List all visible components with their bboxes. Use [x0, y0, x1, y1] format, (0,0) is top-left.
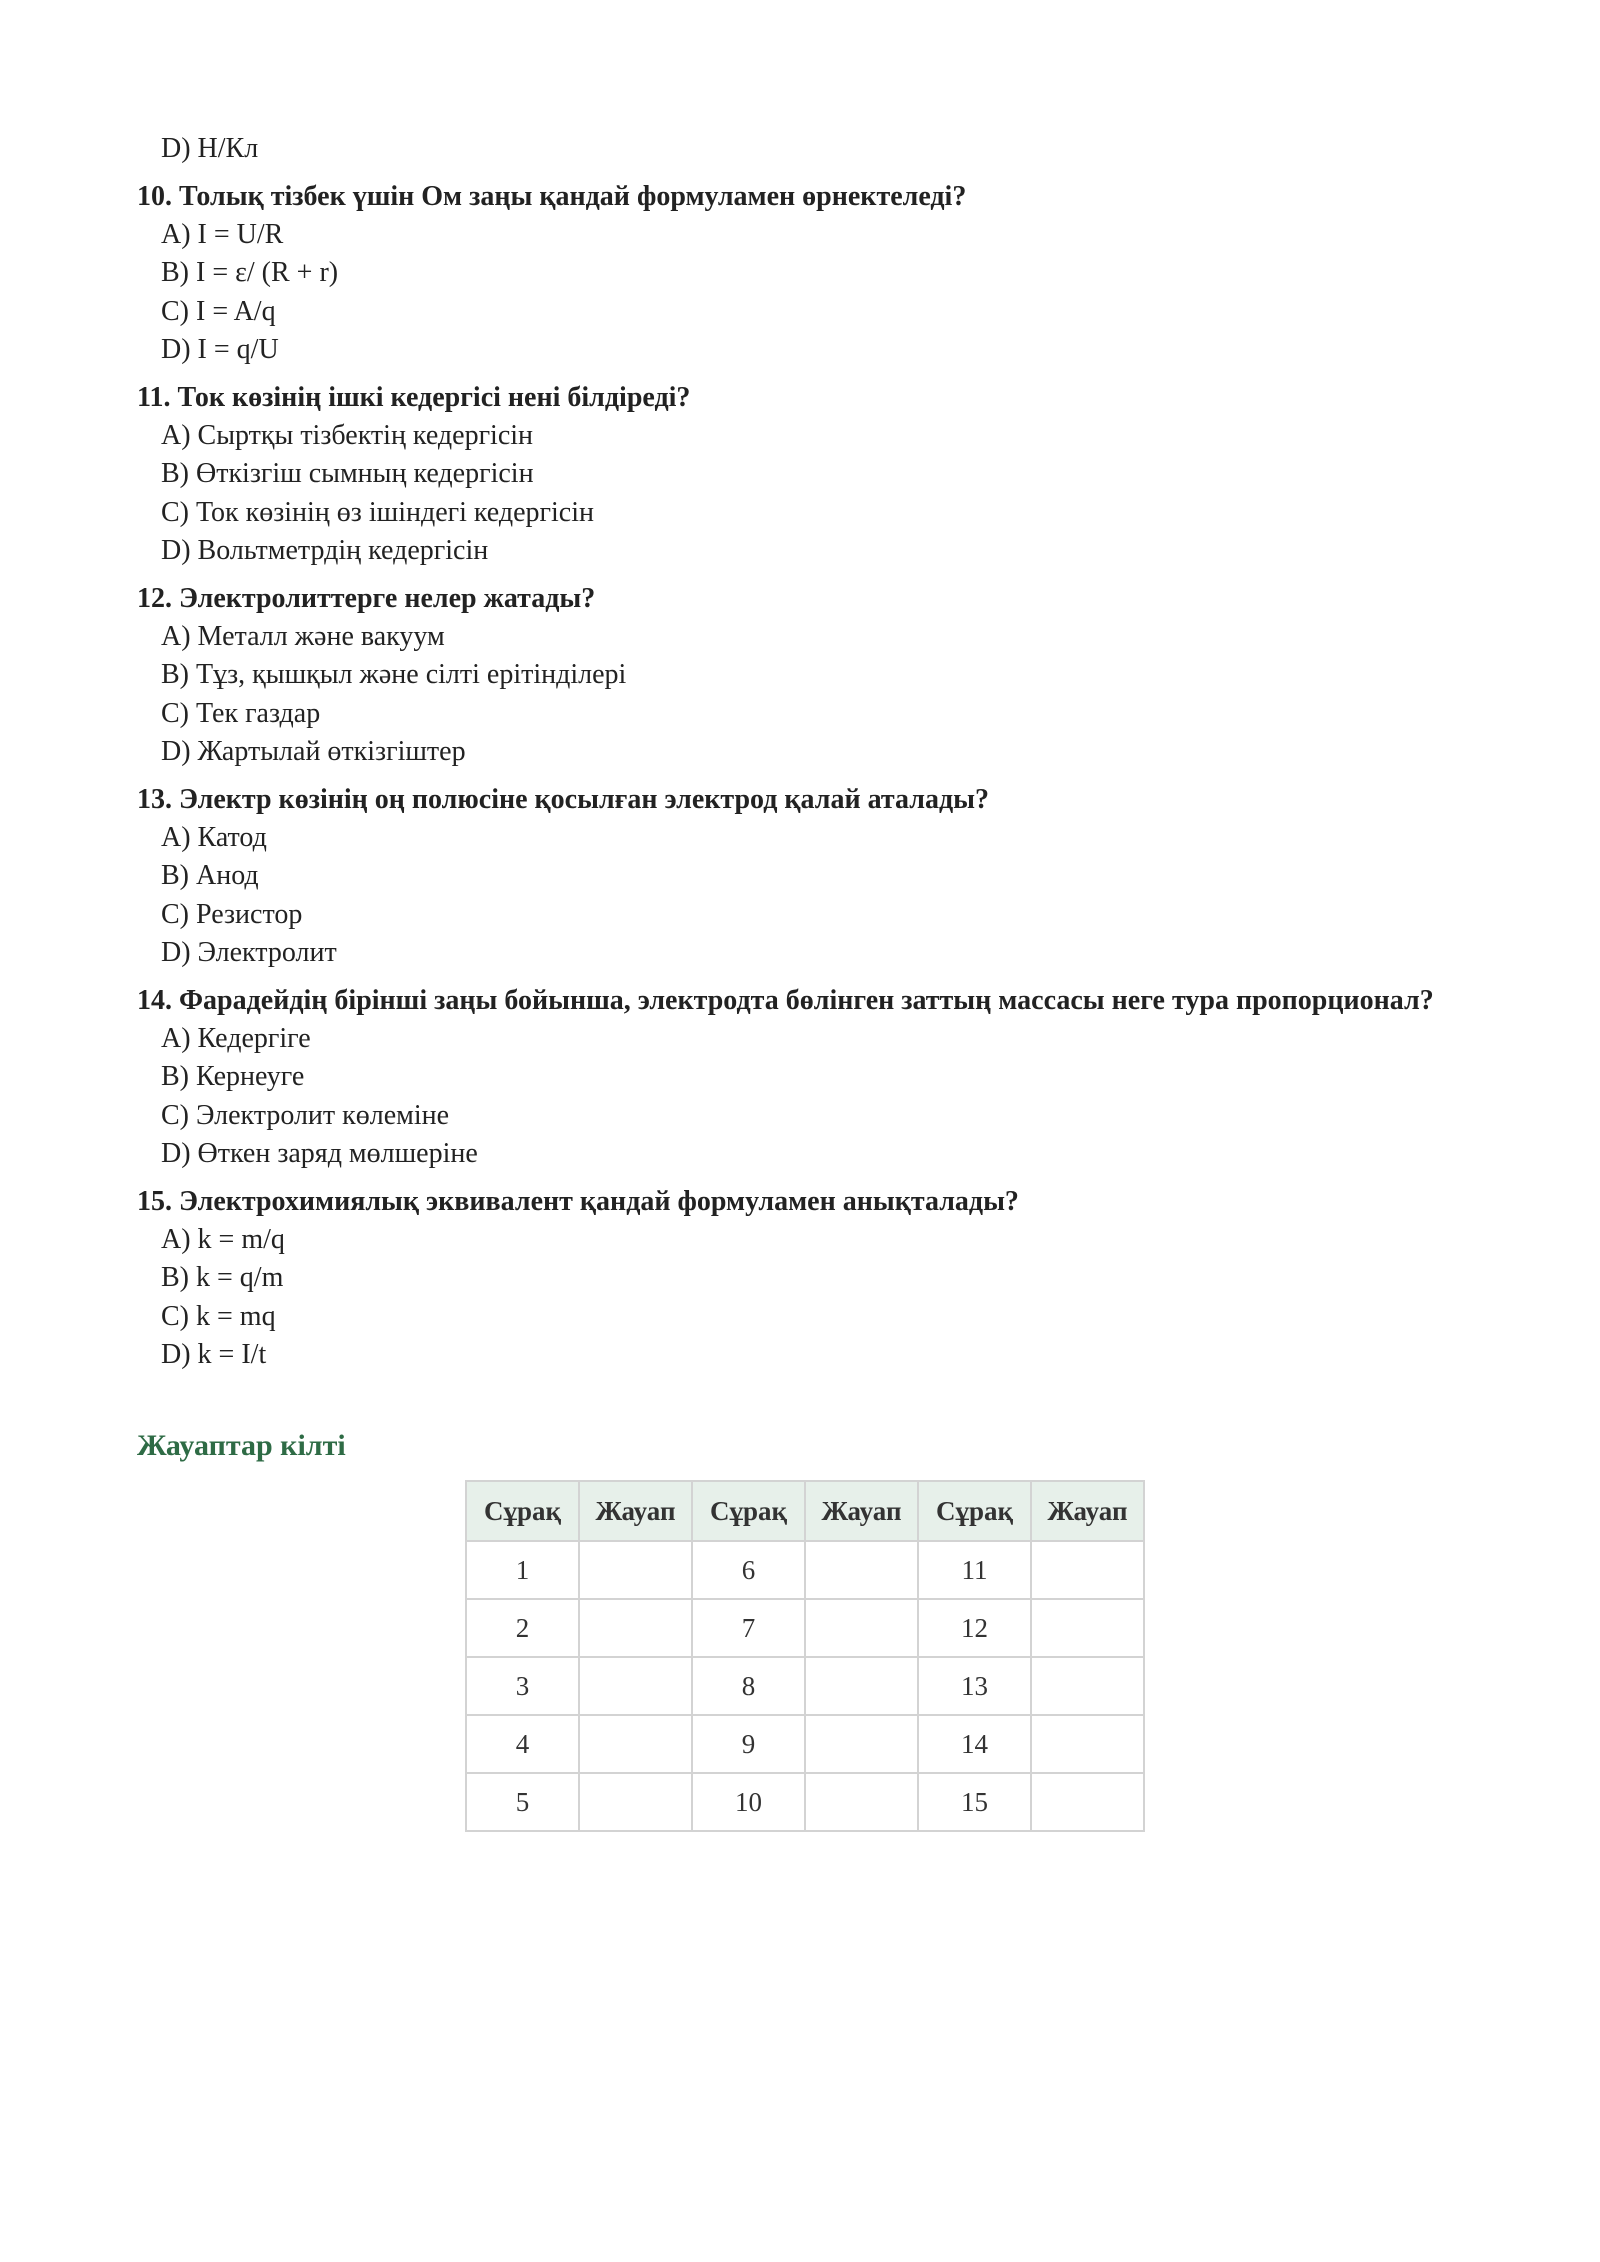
answer-key-table — [465, 1480, 1145, 1832]
answer-cell — [579, 1599, 692, 1657]
question-number: 12. — [137, 582, 172, 614]
answer-cell — [1031, 1541, 1144, 1599]
option-a: A) Сыртқы тізбектің кедергісін — [161, 419, 534, 451]
question-number-cell: 12 — [918, 1599, 1031, 1657]
option-a: A) I = U/R — [161, 218, 284, 250]
column-header: Жауап — [579, 1481, 692, 1541]
option-c: C) k = mq — [161, 1300, 276, 1332]
option-a: A) Кедергіге — [161, 1022, 311, 1054]
answer-cell — [1031, 1715, 1144, 1773]
question-11 — [137, 379, 1467, 571]
question-number-cell: 1 — [466, 1541, 579, 1599]
question-number-cell: 13 — [918, 1657, 1031, 1715]
question-text: 15. Электрохимиялық эквивалент қандай формуламен анықталады? — [137, 1185, 1019, 1217]
answer-cell — [805, 1715, 918, 1773]
answer-cell — [805, 1599, 918, 1657]
table-row — [466, 1541, 1144, 1599]
table-row — [466, 1715, 1144, 1773]
answer-cell — [805, 1541, 918, 1599]
table-row — [466, 1657, 1144, 1715]
question-14 — [137, 982, 1467, 1174]
option-c: C) Электролит көлеміне — [161, 1099, 450, 1131]
option-b: B) k = q/m — [161, 1262, 284, 1293]
option-b: B) Анод — [161, 860, 259, 891]
question-number-cell: 7 — [692, 1599, 805, 1657]
answer-cell — [579, 1541, 692, 1599]
question-number-cell: 8 — [692, 1657, 805, 1715]
option-b: B) Өткізгіш сымның кедергісін — [161, 458, 534, 489]
answer-cell — [579, 1715, 692, 1773]
option-b: B) Тұз, қышқыл және сілті ерітінділері — [161, 659, 627, 690]
question-number: 11. — [137, 381, 171, 413]
option-d: D) Өткен заряд мөлшеріне — [161, 1138, 478, 1169]
answer-cell — [805, 1657, 918, 1715]
option-d: D) Жартылай өткізгіштер — [161, 736, 466, 767]
table-row — [466, 1773, 1144, 1831]
question-number: 14. — [137, 984, 172, 1016]
option-a: A) Металл және вакуум — [161, 620, 445, 652]
option-d: D) I = q/U — [161, 334, 279, 365]
question-12 — [137, 580, 1467, 772]
column-header: Жауап — [805, 1481, 918, 1541]
question-10 — [137, 178, 1467, 370]
question-number-cell: 14 — [918, 1715, 1031, 1773]
column-header: Жауап — [1031, 1481, 1144, 1541]
question-text: 14. Фарадейдің бірінші заңы бойынша, электродта бөлінген заттың массасы неге тура пропорционал? — [137, 984, 1434, 1016]
column-header: Сұрақ — [692, 1481, 805, 1541]
answer-cell — [805, 1773, 918, 1831]
answer-cell — [1031, 1599, 1144, 1657]
question-number-cell: 6 — [692, 1541, 805, 1599]
option-b: B) I = ε/ (R + r) — [161, 257, 339, 288]
question-number-cell: 5 — [466, 1773, 579, 1831]
column-header: Сұрақ — [918, 1481, 1031, 1541]
option-b: B) Кернеуге — [161, 1061, 305, 1092]
question-number: 15. — [137, 1185, 172, 1217]
question-number: 13. — [137, 783, 172, 815]
column-header: Сұрақ — [466, 1481, 579, 1541]
option-c: C) I = A/q — [161, 295, 276, 327]
question-13 — [137, 781, 1467, 973]
option-d: D) k = I/t — [161, 1339, 267, 1370]
question-number-cell: 2 — [466, 1599, 579, 1657]
option-d: D) Вольтметрдің кедергісін — [161, 535, 489, 566]
document-body — [137, 130, 1467, 1375]
question-15 — [137, 1183, 1467, 1375]
option-c: C) Ток көзінің өз ішіндегі кедергісін — [161, 496, 594, 528]
question-number-cell: 3 — [466, 1657, 579, 1715]
option-d: D) Электролит — [161, 937, 337, 968]
question-number-cell: 9 — [692, 1715, 805, 1773]
option-c: C) Тек газдар — [161, 697, 321, 729]
question-text: 10. Толық тізбек үшін Ом заңы қандай формуламен өрнектеледі? — [137, 180, 967, 212]
table-row — [466, 1599, 1144, 1657]
option-a: A) Катод — [161, 821, 267, 853]
question-text: 12. Электролиттерге нелер жатады? — [137, 582, 596, 614]
question-number-cell: 11 — [918, 1541, 1031, 1599]
question-number: 10. — [137, 180, 172, 212]
question-text: 13. Электр көзінің оң полюсіне қосылған электрод қалай аталады? — [137, 783, 989, 815]
question-number-cell: 10 — [692, 1773, 805, 1831]
question-text: 11. Ток көзінің ішкі кедергісі нені білдіреді? — [137, 381, 691, 413]
option-c: C) Резистор — [161, 898, 303, 930]
answer-cell — [579, 1773, 692, 1831]
question-number-cell: 4 — [466, 1715, 579, 1773]
option-a: A) k = m/q — [161, 1223, 285, 1255]
answer-cell — [1031, 1773, 1144, 1831]
answer-cell — [579, 1657, 692, 1715]
answer-cell — [1031, 1657, 1144, 1715]
option-prev-d: D) Н/Кл — [161, 133, 259, 164]
question-number-cell: 15 — [918, 1773, 1031, 1831]
answer-key-title: Жауаптар кілті — [137, 1429, 346, 1462]
table-header-row — [466, 1481, 1144, 1541]
